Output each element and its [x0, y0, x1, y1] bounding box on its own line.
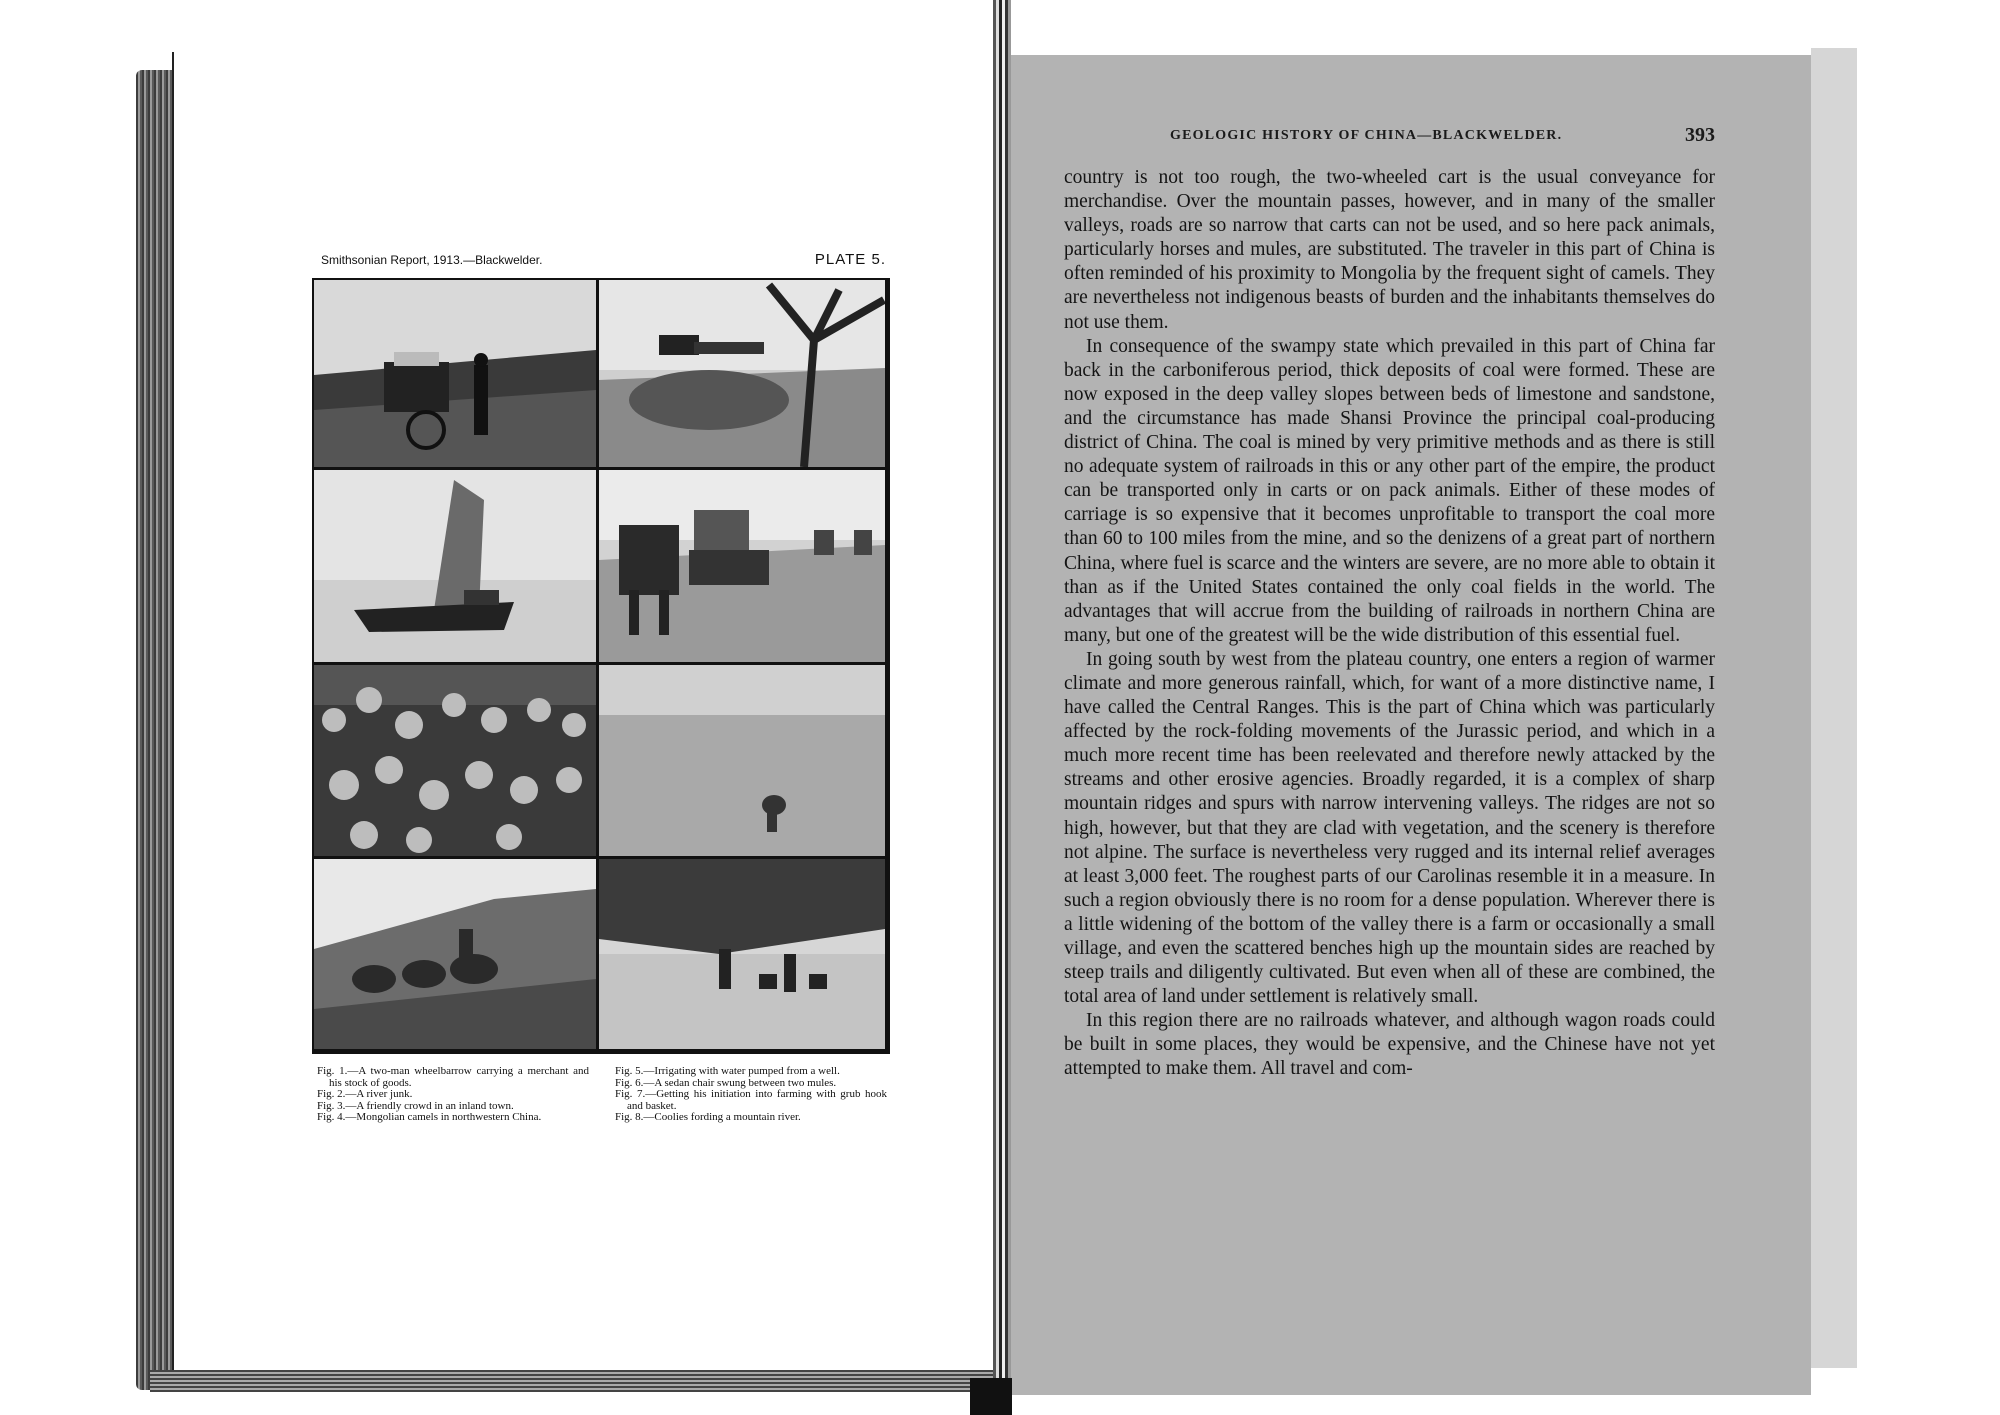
page-number: 393 — [1685, 124, 1715, 146]
book-spine — [993, 0, 1011, 1415]
plate-header — [321, 251, 886, 271]
paragraph: In going south by west from the plateau country, one enters a region of warmer climate and more generous rainfall, which, for want of a more distinctive name, I have called the Central Ranges. This is the part of China which was particularly affected by the rock-folding movements of the Jurassic period, and which in a much more recent time has been reelevated and therefore newly attacked by the streams and other erosive agencies. Broadly regarded, it is a complex of sharp mountain ridges and spurs with narrow intervening valleys. The ridges are not so high, however, but that they are clad with vegetation, and the scenery is therefore not alpine. The surface is nevertheless very rugged and its internal relief averages at least 3,000 feet. The roughest parts of our Carolinas resemble it in a measure. In such a region obviously there is no room for a dense population. Wherever there is a little widening of the bottom of the valley there is a farm or occasionally a small village, and even the scattered benches high up the mountain sides are reached by steep trails and diligently cultivated. But even when all of these are combined, the total area of land under settlement is relatively small. — [1064, 648, 1715, 1008]
caption-fig-7: Fig. 7.—Getting his initiation into farming with grub hook and basket. — [615, 1088, 887, 1112]
plate-number: PLATE 5. — [814, 251, 886, 268]
caption-fig-5: Fig. 5.—Irrigating with water pumped from a well. — [615, 1065, 840, 1077]
figure-6-photo — [599, 470, 885, 662]
caption-fig-1: Fig. 1.—A two-man wheelbarrow carrying a merchant and his stock of goods. — [317, 1065, 589, 1089]
figure-2-photo — [314, 470, 596, 662]
left-page-bottom-edge — [150, 1370, 1000, 1392]
caption-fig-2: Fig. 2.—A river junk. — [317, 1088, 413, 1100]
spine-tab — [970, 1378, 1012, 1415]
figure-1-photo — [314, 280, 596, 467]
figure-5-photo — [599, 280, 885, 467]
caption-fig-4: Fig. 4.—Mongolian camels in northwestern China. — [317, 1111, 542, 1123]
figure-captions — [317, 1066, 892, 1162]
paragraph: In consequence of the swampy state which prevailed in this part of China far back in the carboniferous period, thick deposits of coal were formed. These are now exposed in the deep valley slopes between beds of limestone and sandstone, and the circumstance has made Shansi Province the principal coal-producing district of China. The coal is mined by very primitive methods and as there is still no adequate system of railroads in this or any other part of the empire, the product can be transported only in carts or on pack animals. Either of these modes of carriage is so expensive that it becomes unprofitable to transport the coal more than 60 to 100 miles from the mine, and so the denizens of a great part of northern China, where fuel is scarce and the winters are severe, are no more able to obtain it than as if the United States contained the only coal fields in the world. The advantages that will accrue from the building of railroads in northern China are many, but one of the greatest will be the wide distribution of this essential fuel. — [1064, 335, 1715, 646]
figure-4-photo — [314, 859, 596, 1049]
figure-8-photo — [599, 859, 885, 1049]
paragraph: In this region there are no railroads whatever, and although wagon roads could be built in some places, they would be expensive, and the Chinese have not yet attempted to make them. All travel and com- — [1064, 1010, 1715, 1080]
caption-column-left — [317, 1066, 589, 1124]
right-page-margin — [1811, 48, 1857, 1368]
figure-7-photo — [599, 665, 885, 856]
running-head — [1170, 124, 1715, 148]
caption-fig-6: Fig. 6.—A sedan chair swung between two mules. — [615, 1076, 837, 1089]
figure-3-photo — [314, 665, 596, 856]
paragraph: country is not too rough, the two-wheeled cart is the usual conveyance for merchandise. Over the mountain passes, however, and in many of the smaller valleys, roads are so narrow that carts can not be used, and so here pack animals, particularly horses and mules, are substituted. The traveler in this part of China is often reminded of his proximity to Mongolia by the frequent sight of camels. They are nevertheless not indigenous beasts of burden and the inhabitants themselves do not use them. — [1064, 167, 1715, 333]
caption-fig-8: Fig. 8.—Coolies fording a mountain river. — [615, 1111, 801, 1123]
running-title: GEOLOGIC HISTORY OF CHINA—BLACKWELDER. — [1170, 128, 1563, 143]
caption-fig-3: Fig. 3.—A friendly crowd in an inland town. — [317, 1099, 514, 1112]
caption-column-right — [615, 1066, 887, 1124]
body-text — [1064, 166, 1715, 1306]
plate-source: Smithsonian Report, 1913.—Blackwelder. — [321, 253, 543, 267]
photo-plate — [312, 278, 890, 1054]
